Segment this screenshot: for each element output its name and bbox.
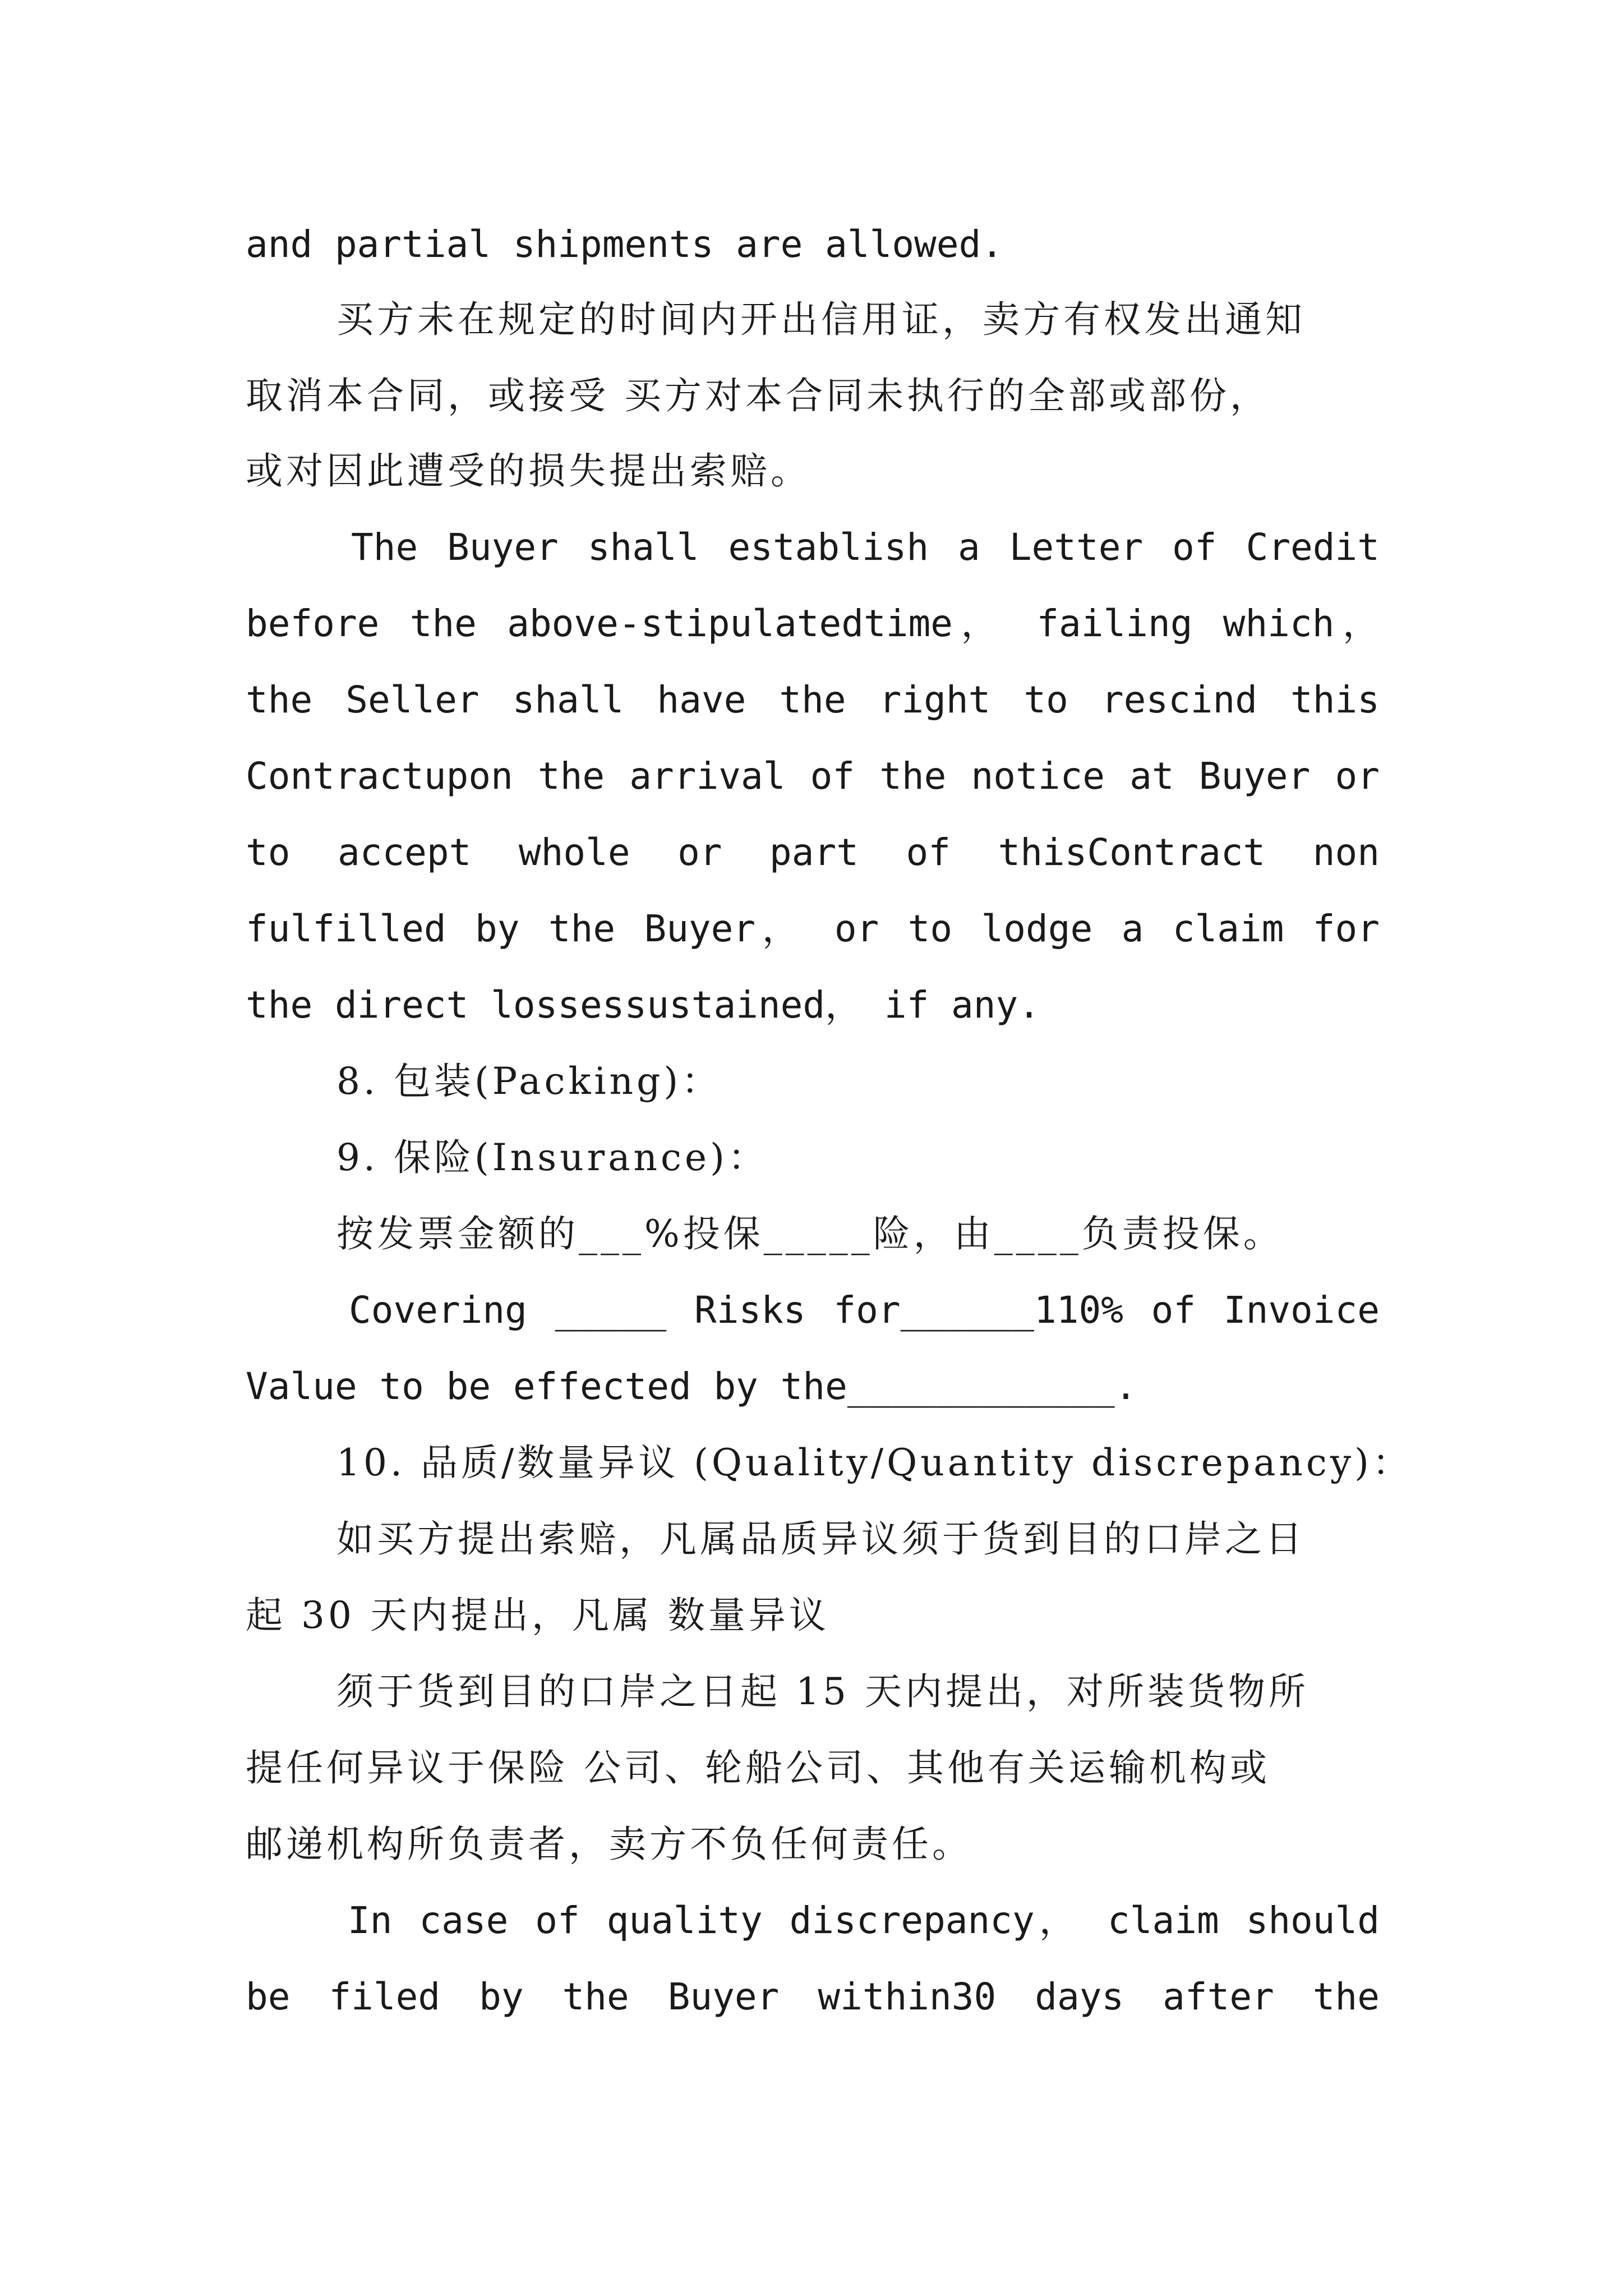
section-heading: 10. 品质/数量异议 (Quality/Quantity discrepancy)： xyxy=(336,1441,1413,1484)
text-line: 买方未在规定的时间内开出信用证，卖方有权发出通知 xyxy=(336,298,1306,341)
text-line: 取消本合同，或接受 买方对本合同未执行的全部或部份， xyxy=(246,374,1270,417)
text-line: 提任何异议于保险 公司、轮船公司、其他有关运输机构或 xyxy=(246,1746,1270,1789)
text-line: Contractupon the arrival of the notice at Buyer or xyxy=(246,754,1380,798)
text-line: fulfilled by the Buyer， or to lodge a claim for xyxy=(246,907,1380,950)
text-line: the Seller shall have the right to rescind this xyxy=(246,678,1380,721)
text-line: 按发票金额的___%投保_____险，由____负责投保。 xyxy=(336,1212,1284,1255)
text-line: Value to be effected by the____________. xyxy=(246,1365,1137,1408)
text-line: 须于货到目的口岸之日起 15 天内提出，对所装货物所 xyxy=(336,1670,1309,1713)
text-line: be filed by the Buyer within30 days after the xyxy=(246,1975,1380,2018)
text-line: the direct lossessustained， if any. xyxy=(246,983,1041,1027)
section-heading: 8. 包装(Packing)： xyxy=(336,1060,722,1103)
text-line: The Buyer shall establish a Letter of Credit xyxy=(351,526,1380,569)
text-line: and partial shipments are allowed. xyxy=(246,223,1004,266)
text-line: Covering _____ Risks for______110% of Invoice xyxy=(349,1289,1380,1332)
text-line: to accept whole or part of thisContract non xyxy=(246,831,1380,874)
text-line: 如买方提出索赔，凡属品质异议须于货到目的口岸之日 xyxy=(336,1517,1306,1561)
text-line: 邮递机构所负责者，卖方不负任何责任。 xyxy=(246,1823,972,1866)
text-line: In case of quality discrepancy， claim should xyxy=(348,1899,1380,1942)
text-line: 起 30 天内提出，凡属 数量异议 xyxy=(246,1594,829,1637)
text-line: before the above-stipulatedtime， failing which， xyxy=(246,602,1380,645)
text-line: 或对因此遭受的损失提出索赔。 xyxy=(246,449,811,493)
section-heading: 9. 保险(Insurance)： xyxy=(336,1136,768,1179)
